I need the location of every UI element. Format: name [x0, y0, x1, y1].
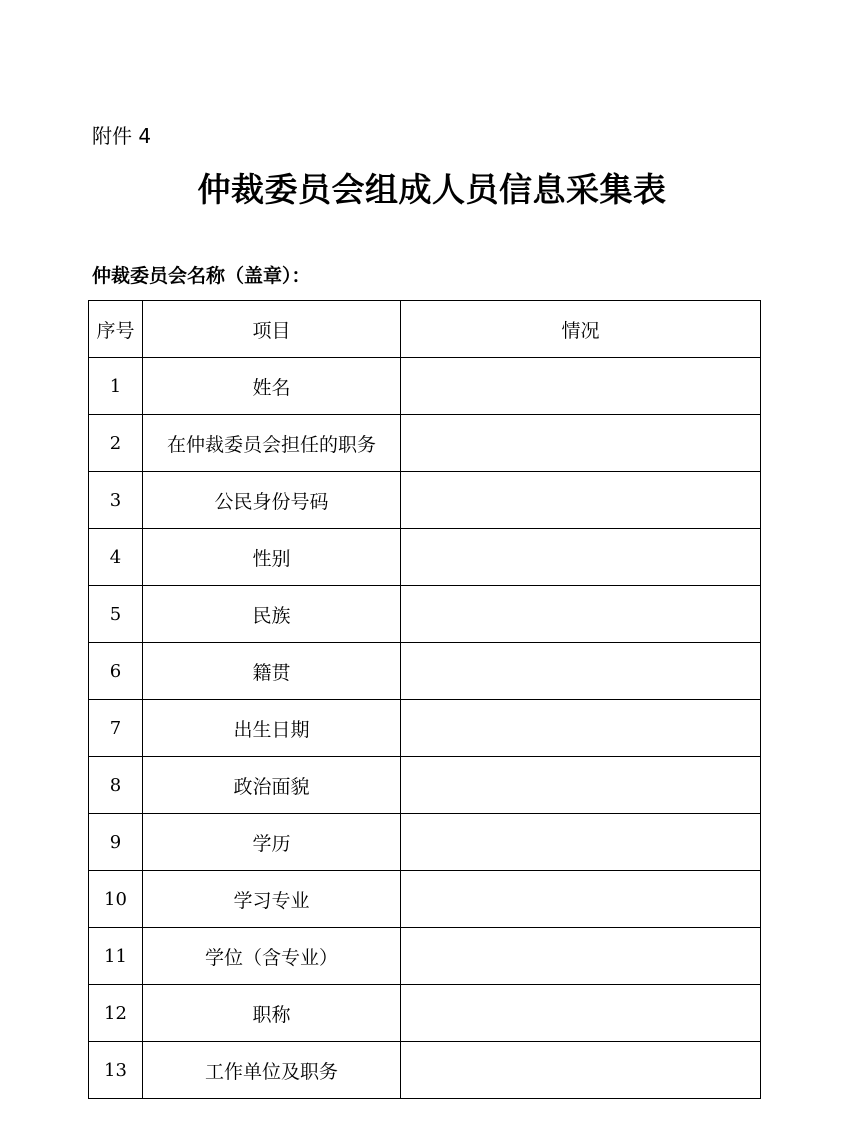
row-number: 6: [89, 643, 143, 700]
table-row: [89, 529, 761, 586]
row-item: 公民身份号码: [143, 472, 401, 529]
table-row: [89, 472, 761, 529]
table-body: [89, 358, 761, 1099]
row-value-cell[interactable]: [401, 871, 761, 928]
table-row: [89, 928, 761, 985]
row-item: 民族: [143, 586, 401, 643]
row-item: 职称: [143, 985, 401, 1042]
row-item: 姓名: [143, 358, 401, 415]
row-value-cell[interactable]: [401, 985, 761, 1042]
row-number: 1: [89, 358, 143, 415]
row-item: 性别: [143, 529, 401, 586]
header-no: 序号: [89, 301, 143, 358]
table-row: [89, 700, 761, 757]
committee-name-label: 仲裁委员会名称（盖章）：: [92, 265, 311, 287]
row-item: 在仲裁委员会担任的职务: [143, 415, 401, 472]
row-value-cell[interactable]: [401, 700, 761, 757]
row-value-cell[interactable]: [401, 529, 761, 586]
row-item: 籍贯: [143, 643, 401, 700]
table-row: [89, 871, 761, 928]
row-number: 10: [89, 871, 143, 928]
row-number: 12: [89, 985, 143, 1042]
table-row: [89, 814, 761, 871]
table-row: [89, 415, 761, 472]
row-value-cell[interactable]: [401, 643, 761, 700]
row-number: 11: [89, 928, 143, 985]
table-row: [89, 586, 761, 643]
table-row: [89, 985, 761, 1042]
row-item: 工作单位及职务: [143, 1042, 401, 1099]
row-value-cell[interactable]: [401, 415, 761, 472]
row-item: 学位（含专业）: [143, 928, 401, 985]
row-item: 政治面貌: [143, 757, 401, 814]
page-title: 仲裁委员会组成人员信息采集表: [197, 170, 667, 209]
row-item: 学历: [143, 814, 401, 871]
row-number: 3: [89, 472, 143, 529]
header-status: 情况: [401, 301, 761, 358]
table-row: [89, 1042, 761, 1099]
row-number: 8: [89, 757, 143, 814]
attachment-label: 附件 4: [92, 124, 152, 148]
row-number: 13: [89, 1042, 143, 1099]
row-value-cell[interactable]: [401, 1042, 761, 1099]
row-value-cell[interactable]: [401, 586, 761, 643]
row-item: 出生日期: [143, 700, 401, 757]
row-number: 7: [89, 700, 143, 757]
row-value-cell[interactable]: [401, 757, 761, 814]
row-value-cell[interactable]: [401, 814, 761, 871]
table-row: [89, 358, 761, 415]
row-number: 4: [89, 529, 143, 586]
table-row: [89, 757, 761, 814]
info-table: [88, 300, 761, 1099]
header-item: 项目: [143, 301, 401, 358]
row-number: 9: [89, 814, 143, 871]
table-header-row: [89, 301, 761, 358]
row-number: 2: [89, 415, 143, 472]
row-value-cell[interactable]: [401, 358, 761, 415]
row-value-cell[interactable]: [401, 472, 761, 529]
row-value-cell[interactable]: [401, 928, 761, 985]
table-row: [89, 643, 761, 700]
row-number: 5: [89, 586, 143, 643]
row-item: 学习专业: [143, 871, 401, 928]
